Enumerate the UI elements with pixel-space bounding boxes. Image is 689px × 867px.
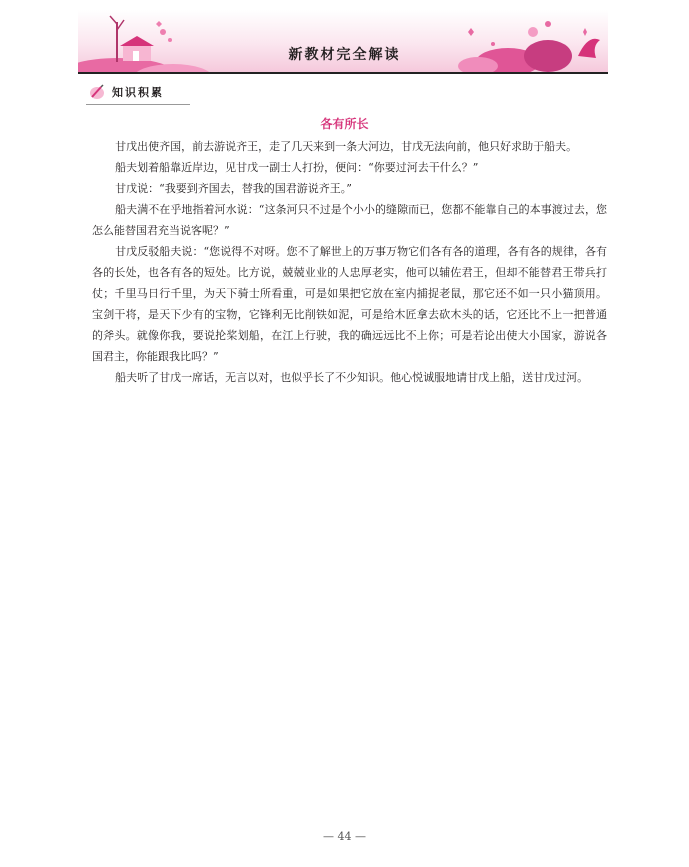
paragraph: 甘戊反驳船夫说：“您说得不对呀。您不了解世上的万事万物它们各有各的道理，各有各的规律，各有各的长处，也各有各的短处。比方说，兢兢业业的人忠厚老实，他可以辅佐君王，但却不能替君王带兵打仗；千里马日行千里，为天下骑士所看重，可是如果把它放在室内捕捉老鼠，那它还不如一只小猫顶用。宝剑干将，是天下少有的宝物，它锋利无比削铁如泥，可是给木匠拿去砍木头的话，它还比不上一把普通的斧头。就像你我，要说抡桨划船，在江上行驶，我的确远远比不上你；可是若论出使大小国家，游说各国君主，你能跟我比吗？”	[92, 245, 607, 363]
header-divider	[78, 72, 608, 74]
section-label: 知识积累	[112, 86, 164, 99]
page-number: — 44 —	[323, 830, 366, 843]
article-body	[92, 136, 607, 388]
paragraph: 船夫满不在乎地指着河水说：“这条河只不过是个小小的缝隙而已，您都不能靠自己的本事渡过去，您怎么能替国君充当说客呢？”	[92, 203, 607, 237]
paragraph: 甘戊说：“我要到齐国去，替我的国君游说齐王。”	[115, 182, 352, 195]
section-divider	[86, 104, 190, 105]
section-tag	[88, 82, 164, 102]
paragraph: 甘戊出使齐国，前去游说齐王，走了几天来到一条大河边，甘戊无法向前，他只好求助于船夫。	[115, 140, 578, 153]
pencil-leaf-icon	[88, 83, 106, 101]
paragraph: 船夫划着船靠近岸边，见甘戊一副士人打扮，便问：“你要过河去干什么？”	[115, 161, 479, 174]
header-title: 新教材完全解读	[288, 47, 401, 63]
article-title: 各有所长	[320, 117, 369, 131]
paragraph: 船夫听了甘戊一席话，无言以对，也似乎长了不少知识。他心悦诚服地请甘戊上船，送甘戊过河。	[115, 371, 589, 384]
